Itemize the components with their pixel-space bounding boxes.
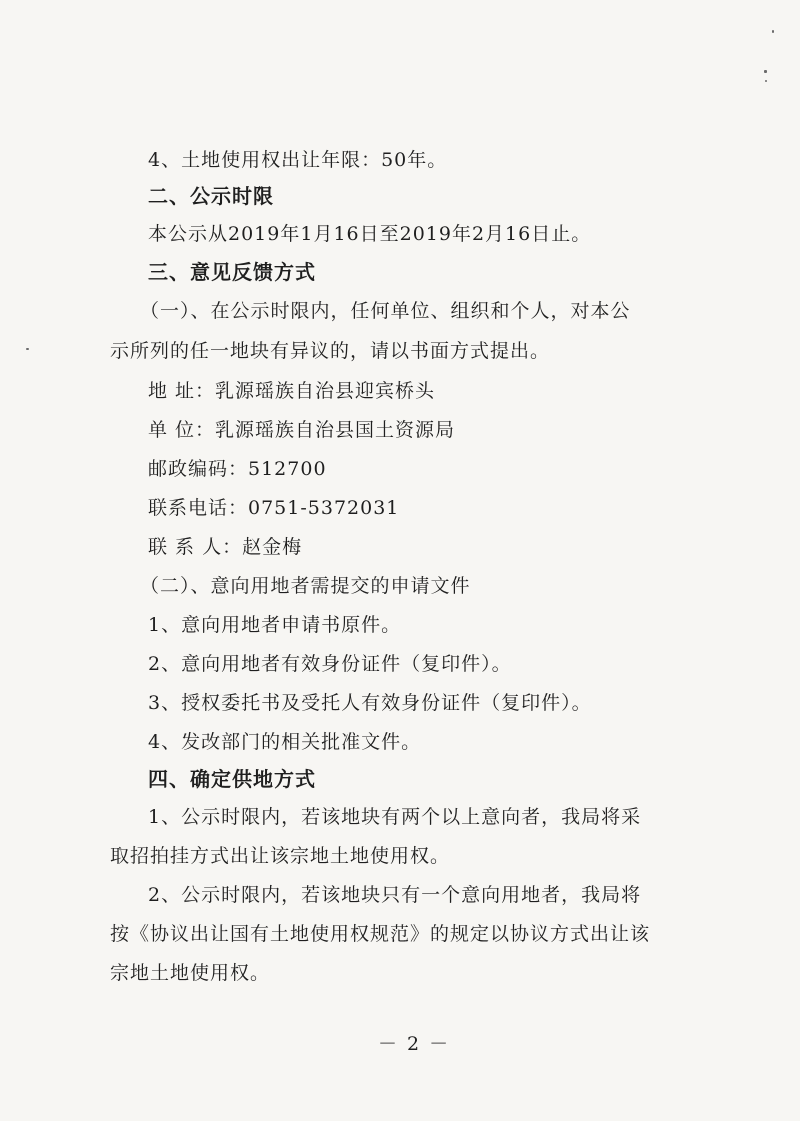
text-line: （一）、在公示时限内，任何单位、组织和个人，对本公 [140, 300, 631, 322]
section-heading: 三、意见反馈方式 [148, 260, 316, 284]
list-item: 2、意向用地者有效身份证件（复印件）。 [148, 653, 512, 675]
text-line: 按《协议出让国有土地使用权规范》的规定以协议方式出让该 [110, 923, 651, 945]
section-heading: 四、确定供地方式 [148, 767, 316, 791]
text-line: 4、土地使用权出让年限：50年。 [148, 149, 448, 171]
list-item: 3、授权委托书及受托人有效身份证件（复印件）。 [148, 692, 592, 714]
unit-line: 单 位：乳源瑶族自治县国土资源局 [148, 419, 456, 441]
text-line: 本公示从2019年1月16日至2019年2月16日止。 [148, 223, 592, 245]
text-line: 示所列的任一地块有异议的，请以书面方式提出。 [110, 340, 551, 362]
page-number: － 2 － [378, 1033, 451, 1055]
postcode-line: 邮政编码：512700 [148, 458, 327, 480]
list-item: 4、发改部门的相关批准文件。 [148, 731, 422, 753]
address-line: 地 址：乳源瑶族自治县迎宾桥头 [148, 380, 436, 402]
text-line: （二）、意向用地者需提交的申请文件 [140, 575, 471, 597]
list-item: 1、意向用地者申请书原件。 [148, 614, 402, 636]
text-line: 取招拍挂方式出让该宗地土地使用权。 [110, 845, 451, 867]
text-line: 宗地土地使用权。 [110, 962, 271, 984]
text-line: 2、公示时限内，若该地块只有一个意向用地者，我局将 [148, 884, 642, 906]
contact-line: 联 系 人：赵金梅 [148, 536, 303, 558]
section-heading: 二、公示时限 [148, 184, 274, 208]
text-line: 1、公示时限内，若该地块有两个以上意向者，我局将采 [148, 806, 642, 828]
phone-line: 联系电话：0751-5372031 [148, 497, 400, 519]
